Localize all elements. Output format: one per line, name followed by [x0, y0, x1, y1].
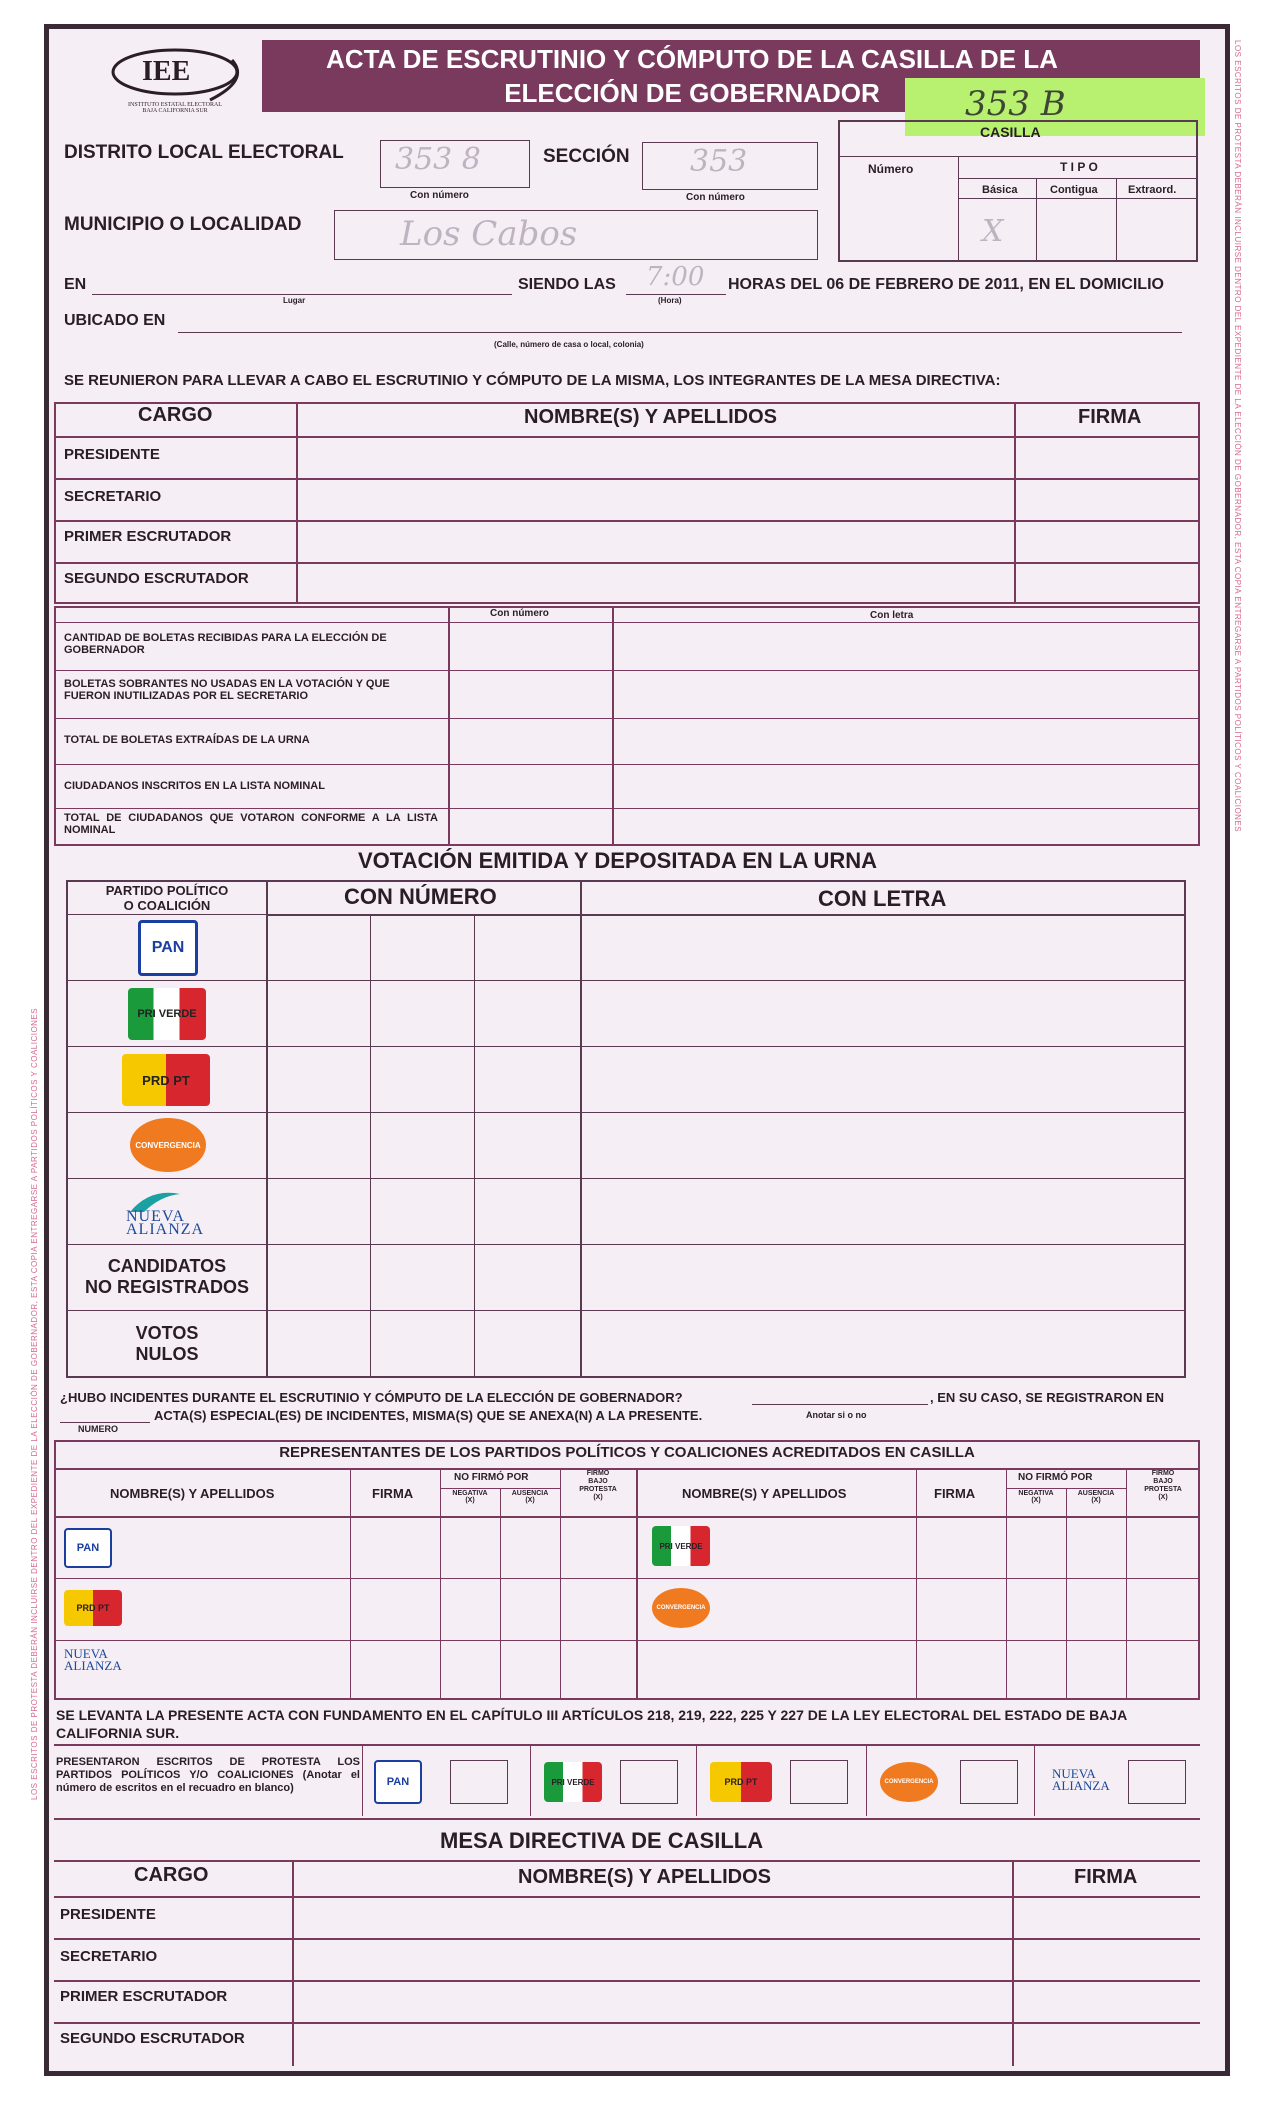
mesa1-row-presidente: PRESIDENTE: [64, 446, 160, 463]
reunieron-text: SE REUNIERON PARA LLEVAR A CABO EL ESCRUTINIO Y CÓMPUTO DE LA MISMA, LOS INTEGRANTES DE LA MESA DIRECTIVA:: [64, 372, 1001, 389]
incidentes-anotar: Anotar si o no: [806, 1410, 867, 1420]
protesta-pan-icon: PAN: [374, 1760, 422, 1804]
lugar-hint: Lugar: [283, 296, 306, 305]
distrito-hint: Con número: [410, 190, 469, 201]
pri-verde-logo-icon: PRI VERDE: [128, 988, 206, 1040]
rep-h-negativa-right: NEGATIVA (X): [1018, 1490, 1054, 1504]
mesa2-h-firma: FIRMA: [1074, 1866, 1138, 1888]
mesa2-row-primer: PRIMER ESCRUTADOR: [60, 1988, 228, 2005]
mesa1-row-segundo: SEGUNDO ESCRUTADOR: [64, 570, 249, 587]
incidentes-line1-end: , EN SU CASO, SE REGISTRARON EN: [930, 1390, 1165, 1405]
convergencia-logo-icon: CONVERGENCIA: [130, 1118, 206, 1172]
rep-h-nombre-right: NOMBRE(S) Y APELLIDOS: [682, 1486, 847, 1501]
mesa1-h-firma: FIRMA: [1078, 406, 1142, 428]
rep-h-firma-left: FIRMA: [372, 1486, 414, 1501]
fundamento-text: SE LEVANTA LA PRESENTE ACTA CON FUNDAMENTO EN EL CAPÍTULO III ARTÍCULOS 218, 219, 222, 225 Y 227 DE LA LEY ELECTORAL DEL ESTADO DE BAJA CALIFORNIA SUR.: [56, 1707, 1127, 1741]
title-line1: ACTA DE ESCRUTINIO Y CÓMPUTO DE LA CASILLA DE LA: [326, 44, 1058, 74]
boletas-h-numero: Con número: [490, 608, 549, 619]
votacion-h-partido: PARTIDO POLÍTICO O COALICIÓN: [105, 883, 229, 913]
distrito-value: 353 8: [395, 142, 481, 177]
mesa1-h-cargo: CARGO: [138, 404, 213, 426]
protesta-pri-verde-icon: PRI VERDE: [544, 1762, 602, 1802]
horas-del-label: HORAS DEL 06 DE FEBRERO DE 2011, EN EL DOMICILIO: [728, 276, 1164, 293]
rep-h-nofirmo-right: NO FIRMÓ POR: [1018, 1472, 1093, 1483]
casilla-label: CASILLA: [980, 124, 1041, 140]
protesta-convergencia-icon: CONVERGENCIA: [880, 1762, 938, 1802]
rep-h-ausencia-right: AUSENCIA (X): [1077, 1490, 1115, 1504]
seccion-label: SECCIÓN: [543, 146, 630, 167]
incidentes-line2: ACTA(S) ESPECIAL(ES) DE INCIDENTES, MISMA(S) QUE SE ANEXA(N) A LA PRESENTE.: [154, 1408, 703, 1423]
rep-h-bajo-right: FIRMO BAJO PROTESTA (X): [1144, 1470, 1182, 1501]
rep-h-ausencia-left: AUSENCIA (X): [511, 1490, 549, 1504]
mesa2-title: MESA DIRECTIVA DE CASILLA: [440, 1828, 764, 1853]
rep-convergencia-icon: CONVERGENCIA: [652, 1588, 710, 1628]
mesa1-row-primer: PRIMER ESCRUTADOR: [64, 528, 232, 545]
mesa1-h-nombre: NOMBRE(S) Y APELLIDOS: [524, 406, 777, 428]
votacion-no-registrados: CANDIDATOS NO REGISTRADOS: [84, 1256, 249, 1297]
incidentes-line1: ¿HUBO INCIDENTES DURANTE EL ESCRUTINIO Y CÓMPUTO DE LA ELECCIÓN DE GOBERNADOR?: [60, 1390, 683, 1405]
distrito-label: DISTRITO LOCAL ELECTORAL: [64, 142, 344, 163]
protesta-nueva-alianza-count[interactable]: [1128, 1760, 1186, 1804]
rep-h-negativa-left: NEGATIVA (X): [452, 1490, 488, 1504]
boletas-row-votaron: TOTAL DE CIUDADANOS QUE VOTARON CONFORME A LA LISTA NOMINAL: [64, 812, 438, 836]
protesta-nueva-alianza-icon: NUEVA ALIANZA: [1052, 1766, 1110, 1793]
seccion-value: 353: [690, 144, 748, 179]
votacion-nulos: VOTOS NULOS: [135, 1323, 199, 1364]
siendo-label: SIENDO LAS: [518, 276, 616, 293]
rep-pan-icon: PAN: [64, 1528, 112, 1568]
rep-h-bajo-left: FIRMO BAJO PROTESTA (X): [579, 1470, 617, 1501]
calle-hint: (Calle, número de casa o local, colonia): [494, 340, 644, 349]
basica-label: Básica: [982, 184, 1018, 196]
contigua-label: Contigua: [1050, 184, 1098, 196]
hora-hint: (Hora): [658, 296, 682, 305]
incidentes-numero: NUMERO: [78, 1424, 118, 1434]
boletas-row-recibidas: CANTIDAD DE BOLETAS RECIBIDAS PARA LA ELECCIÓN DE GOBERNADOR: [64, 632, 387, 656]
extraord-label: Extraord.: [1128, 184, 1177, 196]
en-label: EN: [64, 276, 87, 293]
votacion-title: VOTACIÓN EMITIDA Y DEPOSITADA EN LA URNA: [358, 848, 878, 873]
iee-logo: [100, 40, 250, 120]
boletas-row-sobrantes: BOLETAS SOBRANTES NO USADAS EN LA VOTACIÓN Y QUE FUERON INUTILIZADAS POR EL SECRETARIO: [64, 678, 390, 702]
mesa2-row-presidente: PRESIDENTE: [60, 1906, 156, 1923]
rep-prd-pt-icon: PRD PT: [64, 1590, 122, 1626]
representantes-title: REPRESENTANTES DE LOS PARTIDOS POLÍTICOS Y COALICIONES ACREDITADOS EN CASILLA: [279, 1444, 975, 1461]
tipo-label: T I P O: [1060, 160, 1098, 174]
protesta-prd-pt-count[interactable]: [790, 1760, 848, 1804]
municipio-value: Los Cabos: [400, 214, 578, 254]
votacion-h-letra: CON LETRA: [818, 886, 947, 911]
mesa1-row-secretario: SECRETARIO: [64, 488, 162, 505]
boletas-row-extraidas: TOTAL DE BOLETAS EXTRAÍDAS DE LA URNA: [64, 734, 310, 746]
municipio-label: MUNICIPIO O LOCALIDAD: [64, 214, 302, 235]
prd-pt-logo-icon: PRD PT: [122, 1054, 210, 1106]
mesa2-h-nombre: NOMBRE(S) Y APELLIDOS: [518, 1866, 771, 1888]
mesa2-h-cargo: CARGO: [134, 1864, 209, 1886]
boletas-h-letra: Con letra: [870, 610, 914, 621]
protesta-text: PRESENTARON ESCRITOS DE PROTESTA LOS PARTIDOS POLÍTICOS Y/O COALICIONES (Anotar el número de escritos en el recuadro en blanco): [56, 1756, 360, 1794]
rep-h-nombre-left: NOMBRE(S) Y APELLIDOS: [110, 1486, 275, 1501]
nueva-alianza-logo-icon: NUEVA ALIANZA: [120, 1186, 220, 1240]
ubicado-label: UBICADO EN: [64, 312, 166, 329]
logo-subtitle: INSTITUTO ESTATAL ELECTORAL BAJA CALIFORNIA SUR: [128, 102, 222, 114]
rep-h-nofirmo-left: NO FIRMÓ POR: [454, 1472, 529, 1483]
protesta-prd-pt-icon: PRD PT: [710, 1762, 772, 1802]
mesa2-row-segundo: SEGUNDO ESCRUTADOR: [60, 2030, 245, 2047]
protesta-pan-count[interactable]: [450, 1760, 508, 1804]
hora-value: 7:00: [646, 262, 705, 292]
rep-nueva-alianza-icon: NUEVA ALIANZA: [64, 1646, 122, 1673]
boletas-row-inscritos: CIUDADANOS INSCRITOS EN LA LISTA NOMINAL: [64, 780, 325, 792]
numero-label: Número: [868, 162, 914, 176]
basica-mark: X: [982, 214, 1004, 249]
seccion-hint: Con número: [686, 192, 745, 203]
sticker-text: 353 B: [965, 84, 1066, 124]
rep-h-firma-right: FIRMA: [934, 1486, 976, 1501]
protesta-pri-verde-count[interactable]: [620, 1760, 678, 1804]
pan-logo-icon: PAN: [138, 920, 198, 976]
title-line2: ELECCIÓN DE GOBERNADOR: [504, 78, 880, 108]
side-note-left: LOS ESCRITOS DE PROTESTA DEBERÁN INCLUIRSE DENTRO DEL EXPEDIENTE DE LA ELECCIÓN DE GOBERNADOR, ESTA COPIA ENTREGARSE A PARTIDOS POLÍTICOS Y COALICIONES: [30, 1007, 39, 1800]
rep-pri-verde-icon: PRI VERDE: [652, 1526, 710, 1566]
mesa2-row-secretario: SECRETARIO: [60, 1948, 158, 1965]
logo-text: IEE: [142, 56, 191, 87]
protesta-convergencia-count[interactable]: [960, 1760, 1018, 1804]
side-note-right: LOS ESCRITOS DE PROTESTA DEBERÁN INCLUIRSE DENTRO DEL EXPEDIENTE DE LA ELECCIÓN DE GOBERNADOR, ESTA COPIA ENTREGARSE A PARTIDOS POLÍTICOS Y COALICIONES: [1233, 40, 1242, 833]
votacion-h-numero: CON NÚMERO: [344, 884, 497, 909]
